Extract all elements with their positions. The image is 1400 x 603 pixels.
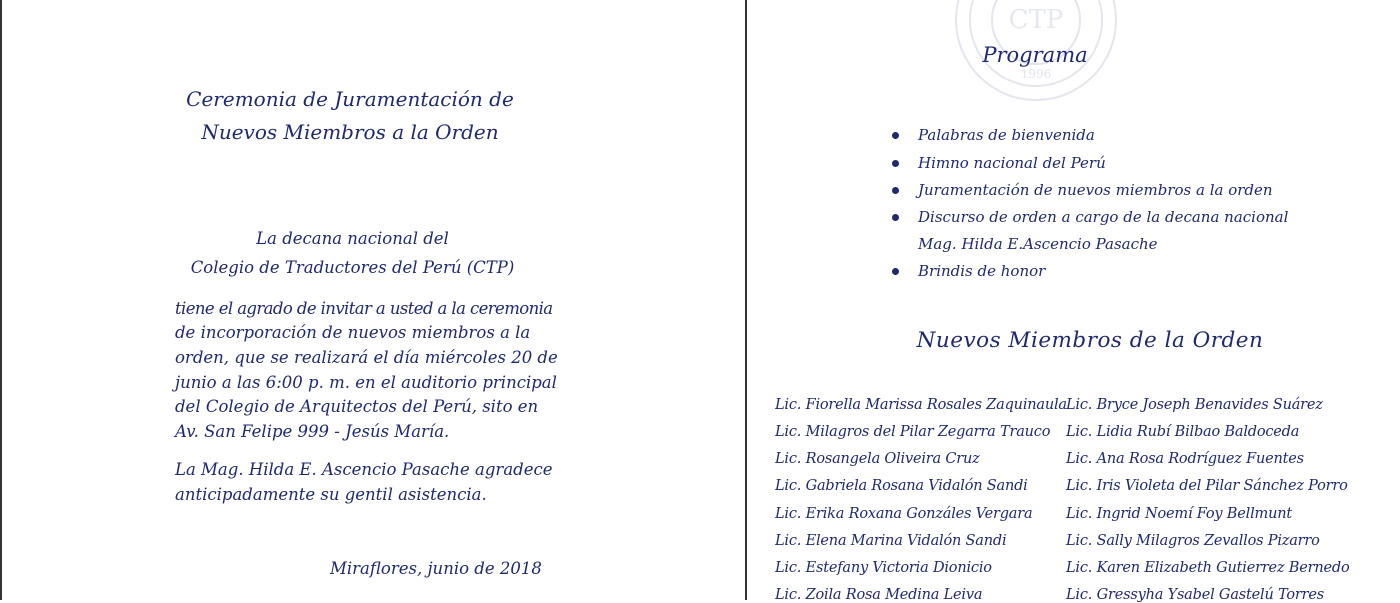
seal-initials: CTP xyxy=(1008,5,1064,35)
member-name: Lic. Iris Violeta del Pilar Sánchez Porro xyxy=(1066,478,1348,494)
program-item: Himno nacional del Perú xyxy=(918,154,1106,172)
place-and-date: Miraflores, junio de 2018 xyxy=(330,559,542,578)
invitation-line: Av. San Felipe 999 - Jesús María. xyxy=(175,422,450,441)
invitation-line: junio a las 6:00 p. m. en el auditorio principal xyxy=(175,373,557,392)
member-name: Lic. Milagros del Pilar Zegarra Trauco xyxy=(775,424,1051,440)
bullet-icon xyxy=(892,214,899,221)
ceremony-title-line-2: Nuevos Miembros a la Orden xyxy=(201,120,499,144)
bullet-icon xyxy=(892,132,899,139)
bullet-icon xyxy=(892,187,899,194)
ceremony-title-line-1: Ceremonia de Juramentación de xyxy=(186,87,514,111)
member-name: Lic. Sally Milagros Zevallos Pizarro xyxy=(1066,533,1320,549)
seal-year: 1996 xyxy=(1020,67,1052,81)
member-name: Lic. Erika Roxana Gonzáles Vergara xyxy=(775,506,1033,522)
member-name: Lic. Zoila Rosa Medina Leiva xyxy=(775,587,983,603)
program-item: Juramentación de nuevos miembros a la orden xyxy=(918,181,1273,199)
program-item: Brindis de honor xyxy=(918,262,1046,280)
member-name: Lic. Gressyha Ysabel Gastelú Torres xyxy=(1066,587,1324,603)
program-item: Discurso de orden a cargo de la decana nacional xyxy=(918,208,1289,226)
member-name: Lic. Estefany Victoria Dionicio xyxy=(775,560,992,576)
members-title: Nuevos Miembros de la Orden xyxy=(916,328,1264,353)
thanks-line: La Mag. Hilda E. Ascencio Pasache agradece xyxy=(175,460,553,479)
member-name: Lic. Karen Elizabeth Gutierrez Bernedo xyxy=(1066,560,1350,576)
member-name: Lic. Gabriela Rosana Vidalón Sandi xyxy=(775,478,1028,494)
program-item: Palabras de bienvenida xyxy=(918,126,1095,144)
member-name: Lic. Ingrid Noemí Foy Bellmunt xyxy=(1066,506,1292,522)
bullet-icon xyxy=(892,160,899,167)
member-name: Lic. Bryce Joseph Benavides Suárez xyxy=(1066,397,1323,413)
invitation-line: de incorporación de nuevos miembros a la xyxy=(175,323,531,342)
invitation-line: orden, que se realizará el día miércoles 20 de xyxy=(175,348,558,367)
program-title: Programa xyxy=(982,43,1088,67)
bullet-icon xyxy=(892,268,899,275)
invitation-line: del Colegio de Arquitectos del Perú, sito en xyxy=(175,397,539,416)
member-name: Lic. Fiorella Marissa Rosales Zaquinaula xyxy=(775,397,1067,413)
member-name: Lic. Rosangela Oliveira Cruz xyxy=(775,451,980,467)
member-name: Lic. Elena Marina Vidalón Sandi xyxy=(775,533,1007,549)
member-name: Lic. Lidia Rubí Bilbao Baldoceda xyxy=(1066,424,1300,440)
host-line-1: La decana nacional del xyxy=(256,229,449,248)
member-name: Lic. Ana Rosa Rodríguez Fuentes xyxy=(1066,451,1304,467)
program-item-continuation: Mag. Hilda E.Ascencio Pasache xyxy=(918,235,1158,253)
thanks-line: anticipadamente su gentil asistencia. xyxy=(175,485,487,504)
invitation-line: tiene el agrado de invitar a usted a la ceremonia xyxy=(175,299,553,318)
host-line-2: Colegio de Traductores del Perú (CTP) xyxy=(190,258,515,277)
